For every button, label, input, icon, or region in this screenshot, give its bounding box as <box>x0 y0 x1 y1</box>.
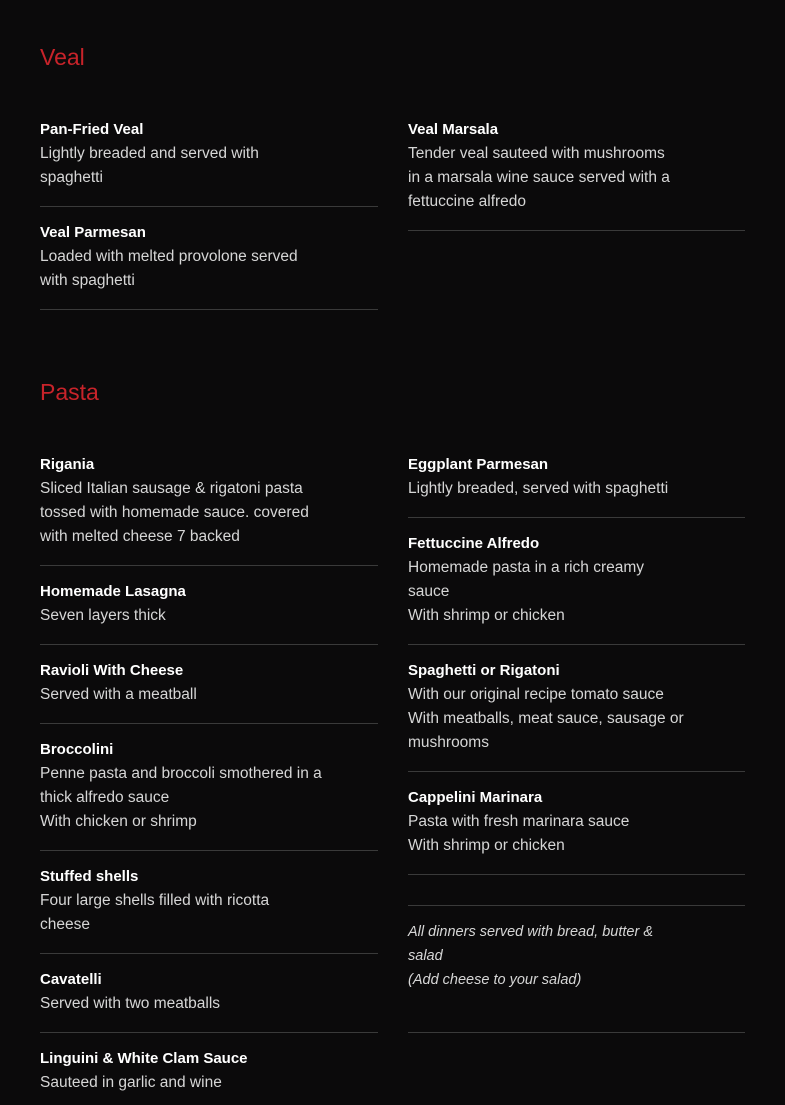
dinner-note-text: All dinners served with bread, butter & salad <box>408 924 654 964</box>
menu-item-ravioli-with-cheese <box>40 659 378 724</box>
item-option: With chicken or shrimp <box>40 813 197 830</box>
item-name: Spaghetti or Rigatoni <box>408 662 560 679</box>
item-name: Broccolini <box>40 741 114 758</box>
item-name: Cavatelli <box>40 971 102 988</box>
item-description: Loaded with melted provolone served with spaghetti <box>40 248 298 289</box>
menu-item-rigania <box>40 453 378 566</box>
menu-item-cappelini-marinara <box>408 786 745 875</box>
menu-item-stuffed-shells <box>40 865 378 954</box>
item-option: With shrimp or chicken <box>408 607 565 624</box>
item-name: Ravioli With Cheese <box>40 662 184 679</box>
item-description: Lightly breaded, served with spaghetti <box>408 480 669 497</box>
menu-item-veal-marsala <box>408 118 745 231</box>
item-description: Seven layers thick <box>40 607 166 624</box>
item-name: Homemade Lasagna <box>40 583 186 600</box>
item-name: Pan-Fried Veal <box>40 121 144 138</box>
item-description: Served with a meatball <box>40 686 197 703</box>
menu-item-broccolini <box>40 738 378 851</box>
menu-item-pan-fried-veal <box>40 118 378 207</box>
menu-item-linguini-white-clam-sauce <box>40 1047 378 1105</box>
item-name: Fettuccine Alfredo <box>408 535 540 552</box>
item-description: Pasta with fresh marinara sauce <box>408 813 630 830</box>
item-name: Eggplant Parmesan <box>408 456 549 473</box>
item-name: Stuffed shells <box>40 868 139 885</box>
dinner-note-cheese: (Add cheese to your salad) <box>408 972 582 988</box>
item-name: Veal Parmesan <box>40 224 146 241</box>
item-description: Served with two meatballs <box>40 995 221 1012</box>
item-description: Four large shells filled with ricotta cheese <box>40 892 270 933</box>
item-name: Rigania <box>40 456 95 473</box>
item-description: Sliced Italian sausage & rigatoni pasta tossed with homemade sauce. covered with melted cheese 7 backed <box>40 480 309 545</box>
menu-item-homemade-lasagna <box>40 580 378 645</box>
item-description: With our original recipe tomato sauce <box>408 686 664 703</box>
pasta-section-title: Pasta <box>40 379 99 405</box>
menu-item-veal-parmesan <box>40 221 378 310</box>
item-description: Tender veal sauteed with mushrooms in a marsala wine sauce served with a fettuccine alfredo <box>408 145 670 210</box>
menu-item-fettuccine-alfredo <box>408 532 745 645</box>
dinner-note <box>408 905 745 1033</box>
menu-item-cavatelli <box>40 968 378 1033</box>
veal-section-title: Veal <box>40 44 85 70</box>
item-description: Penne pasta and broccoli smothered in a thick alfredo sauce <box>40 765 322 806</box>
menu-item-eggplant-parmesan <box>408 453 745 518</box>
item-name: Linguini & White Clam Sauce <box>40 1050 248 1067</box>
item-description: Homemade pasta in a rich creamy sauce <box>408 559 645 600</box>
item-option: With shrimp or chicken <box>408 837 565 854</box>
item-name: Cappelini Marinara <box>408 789 543 806</box>
menu-item-spaghetti-or-rigatoni <box>408 659 745 772</box>
item-option: With meatballs, meat sauce, sausage or mushrooms <box>408 710 684 751</box>
item-description: Sauteed in garlic and wine <box>40 1074 222 1091</box>
item-name: Veal Marsala <box>408 121 499 138</box>
item-description: Lightly breaded and served with spaghetti <box>40 145 259 186</box>
